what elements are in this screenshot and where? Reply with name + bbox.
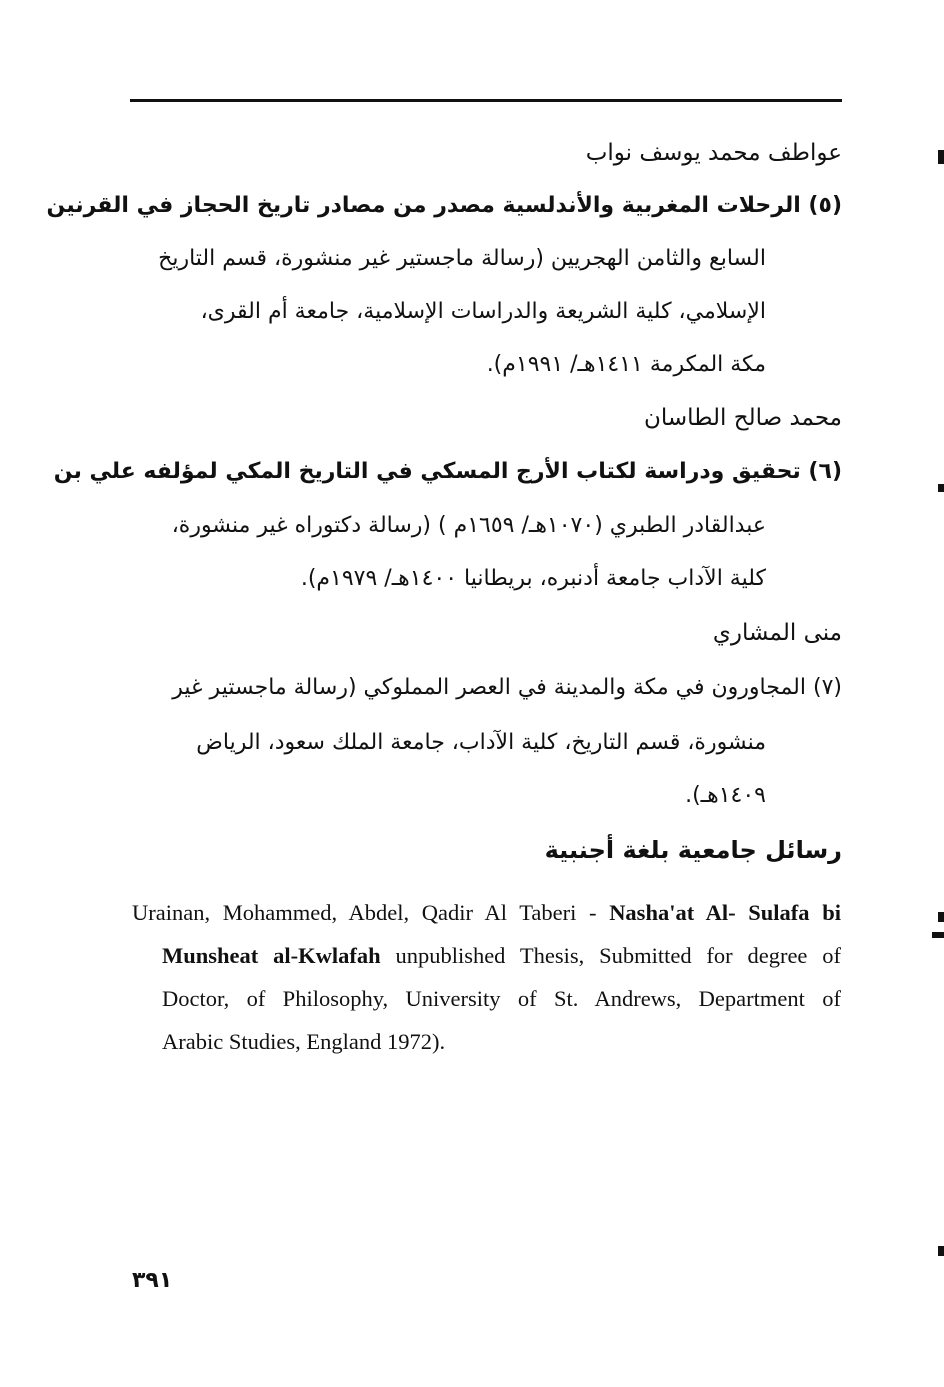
english-entry-line [132, 900, 841, 926]
english-entry-line [162, 943, 841, 969]
top-rule [130, 99, 842, 102]
section-heading: رسائل جامعية بلغة أجنبية [544, 836, 842, 864]
entry-author: عواطف محمد يوسف نواب [585, 140, 842, 166]
entry-line: كلية الآداب جامعة أدنبره، بريطانيا ١٤٠٠هـ/ ١٩٧٩م). [300, 566, 766, 591]
margin-mark [938, 150, 944, 164]
entry-title-line: (٧) المجاورون في مكة والمدينة في العصر المملوكي (رسالة ماجستير غير [172, 675, 842, 700]
entry-author: محمد صالح الطاسان [644, 405, 842, 431]
english-entry-line: Doctor, of Philosophy, University of St. Andrews, Department of [162, 986, 841, 1011]
margin-mark [932, 932, 944, 938]
entry-author: منى المشاري [712, 620, 842, 646]
entry-line: منشورة، قسم التاريخ، كلية الآداب، جامعة الملك سعود، الرياض [196, 730, 766, 755]
entry-line: عبدالقادر الطبري (١٠٧٠هـ/ ١٦٥٩م ) (رسالة دكتوراه غير منشورة، [171, 513, 766, 538]
entry-title-line: (٥) الرحلات المغربية والأندلسية مصدر من مصادر تاريخ الحجاز في القرنين [46, 193, 842, 218]
english-entry-title: Munsheat al-Kwlafah [162, 943, 381, 968]
page-number: ٣٩١ [132, 1268, 173, 1293]
entry-title-line: (٦) تحقيق ودراسة لكتاب الأرج المسكي في التاريخ المكي لمؤلفه علي بن [53, 459, 842, 484]
english-entry-text: unpublished Thesis, Submitted for degree of [380, 943, 841, 968]
english-entry-title: Nasha'at Al- Sulafa bi [609, 900, 841, 925]
margin-mark [938, 484, 944, 492]
entry-line: ١٤٠٩هـ). [685, 783, 766, 808]
entry-line: السابع والثامن الهجريين (رسالة ماجستير غير منشورة، قسم التاريخ [158, 246, 766, 271]
margin-mark [938, 1246, 944, 1256]
margin-mark [938, 912, 944, 922]
english-entry-line: Arabic Studies, England 1972). [162, 1029, 446, 1054]
english-entry-text: Urainan, Mohammed, Abdel, Qadir Al Taberi - [132, 900, 610, 925]
entry-line: الإسلامي، كلية الشريعة والدراسات الإسلامية، جامعة أم القرى، [200, 299, 766, 324]
entry-line: مكة المكرمة ١٤١١هـ/ ١٩٩١م). [486, 352, 766, 377]
